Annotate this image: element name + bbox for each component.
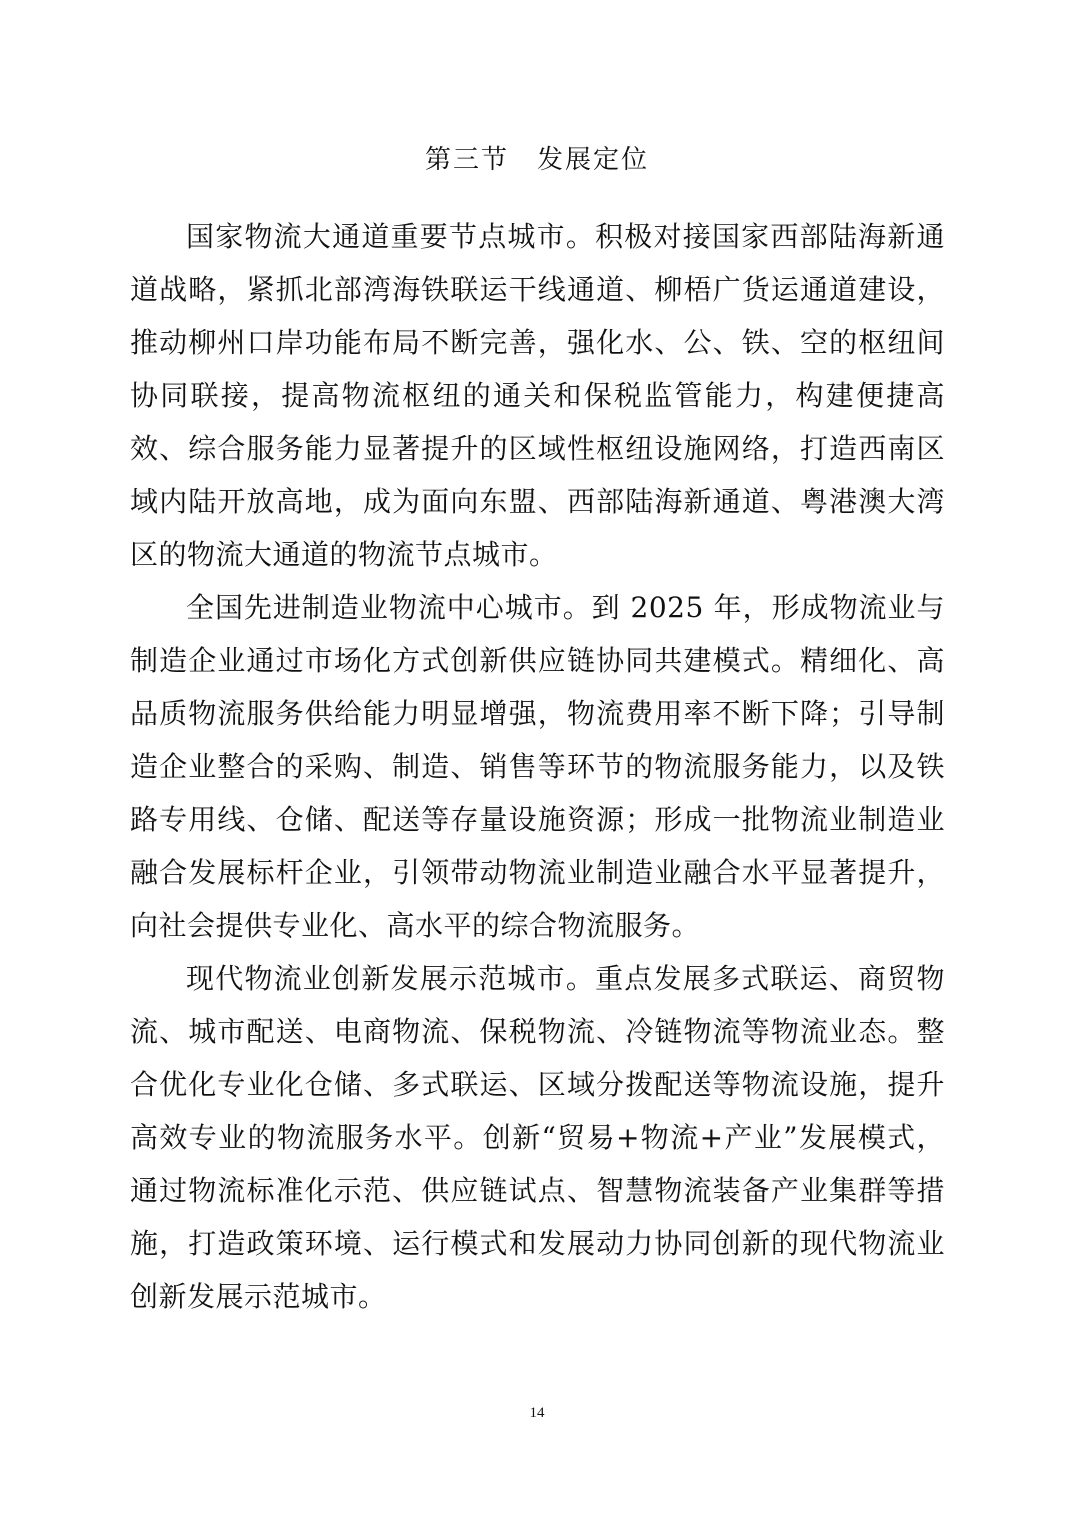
body-text xyxy=(130,210,945,1323)
paragraph-logistics-hub-city: 国家物流大通道重要节点城市。积极对接国家西部陆海新通道战略，紧抓北部湾海铁联运干线通道、柳梧广货运通道建设，推动柳州口岸功能布局不断完善，强化水、公、铁、空的枢纽间协同联接，提高物流枢纽的通关和保税监管能力，构建便捷高效、综合服务能力显著提升的区域性枢纽设施网络，打造西南区域内陆开放高地，成为面向东盟、西部陆海新通道、粤港澳大湾区的物流大通道的物流节点城市。 xyxy=(130,220,945,571)
paragraph-innovation-demonstration-city: 现代物流业创新发展示范城市。重点发展多式联运、商贸物流、城市配送、电商物流、保税物流、冷链物流等物流业态。整合优化专业化仓储、多式联运、区域分拨配送等物流设施，提升高效专业的物流服务水平。创新“贸易+物流+产业”发展模式，通过物流标准化示范、供应链试点、智慧物流装备产业集群等措施，打造政策环境、运行模式和发展动力协同创新的现代物流业创新发展示范城市。 xyxy=(130,962,945,1313)
section-title: 第三节 发展定位 xyxy=(424,145,649,175)
paragraph-manufacturing-logistics-center: 全国先进制造业物流中心城市。到 2025 年，形成物流业与制造企业通过市场化方式创新供应链协同共建模式。精细化、高品质物流服务供给能力明显增强，物流费用率不断下降；引导制造企业整合的采购、制造、销售等环节的物流服务能力，以及铁路专用线、仓储、配送等存量设施资源；形成一批物流业制造业融合发展标杆企业，引领带动物流业制造业融合水平显著提升，向社会提供专业化、高水平的综合物流服务。 xyxy=(130,591,945,942)
page-number: 14 xyxy=(529,1405,545,1421)
